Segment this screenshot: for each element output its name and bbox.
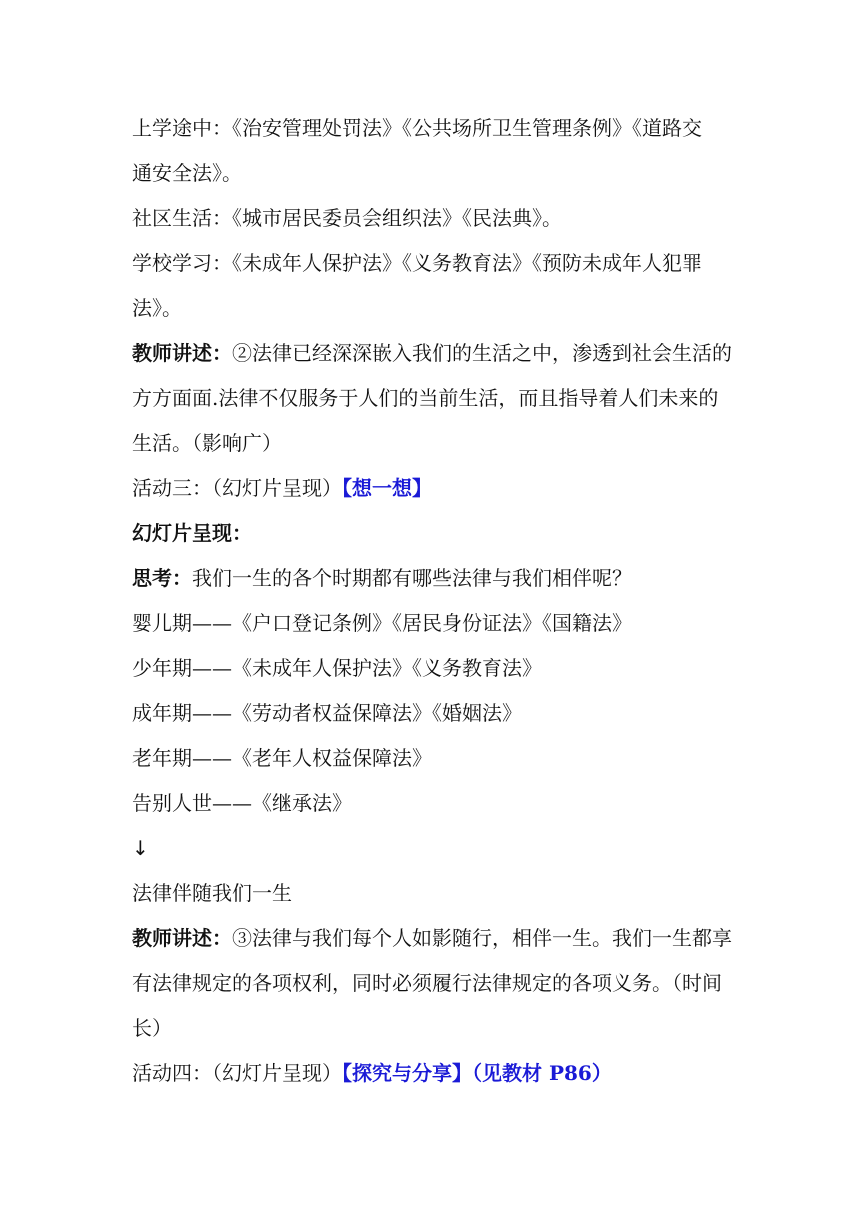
down-arrow-icon: ↓ — [132, 836, 149, 860]
activity-three: 活动三：（幻灯片呈现）【想一想】 — [132, 476, 432, 500]
stage-youth: 少年期——《未成年人保护法》《义务教育法》 — [132, 656, 542, 680]
teacher-narration-1: 教师讲述：②法律已经深深嵌入我们的生活之中，渗透到社会生活的 — [132, 341, 732, 365]
think-question: 思考：我们一生的各个时期都有哪些法律与我们相伴呢？ — [132, 566, 632, 590]
activity-four-highlight: 【探究与分享】（见教材 P86） — [342, 1061, 612, 1085]
teacher-narration-2: 教师讲述：③法律与我们每个人如影随行，相伴一生。我们一生都享 — [132, 926, 732, 950]
conclusion: 法律伴随我们一生 — [132, 881, 292, 905]
teacher-narration-1-line2: 方方面面.法律不仅服务于人们的当前生活，而且指导着人们未来的 — [132, 386, 719, 410]
paragraph-commute-cont: 通安全法》。 — [132, 161, 242, 185]
activity-three-highlight: 【想一想】 — [342, 476, 432, 500]
stage-old-age: 老年期——《老年人权益保障法》 — [132, 746, 432, 770]
teacher-narration-1-line3: 生活。（影响广） — [132, 431, 282, 455]
stage-adulthood: 成年期——《劳动者权益保障法》《婚姻法》 — [132, 701, 522, 725]
stage-infancy: 婴儿期——《户口登记条例》《居民身份证法》《国籍法》 — [132, 611, 632, 635]
teacher-narration-2-line3: 长） — [132, 1016, 172, 1040]
document-body — [132, 106, 732, 1096]
paragraph-school-cont: 法》。 — [132, 296, 182, 320]
activity-four: 活动四：（幻灯片呈现）【探究与分享】（见教材 P86） — [132, 1061, 612, 1085]
slide-label: 幻灯片呈现： — [132, 521, 252, 545]
teacher-narration-2-line2: 有法律规定的各项权利，同时必须履行法律规定的各项义务。（时间 — [132, 971, 722, 995]
think-label: 思考： — [132, 566, 192, 590]
teacher-label-2: 教师讲述： — [132, 926, 232, 950]
paragraph-commute: 上学途中：《治安管理处罚法》《公共场所卫生管理条例》《道路交 — [132, 116, 702, 140]
stage-farewell: 告别人世——《继承法》 — [132, 791, 352, 815]
paragraph-community: 社区生活：《城市居民委员会组织法》《民法典》。 — [132, 206, 562, 230]
paragraph-school: 学校学习：《未成年人保护法》《义务教育法》《预防未成年人犯罪 — [132, 251, 702, 275]
teacher-label: 教师讲述： — [132, 341, 232, 365]
